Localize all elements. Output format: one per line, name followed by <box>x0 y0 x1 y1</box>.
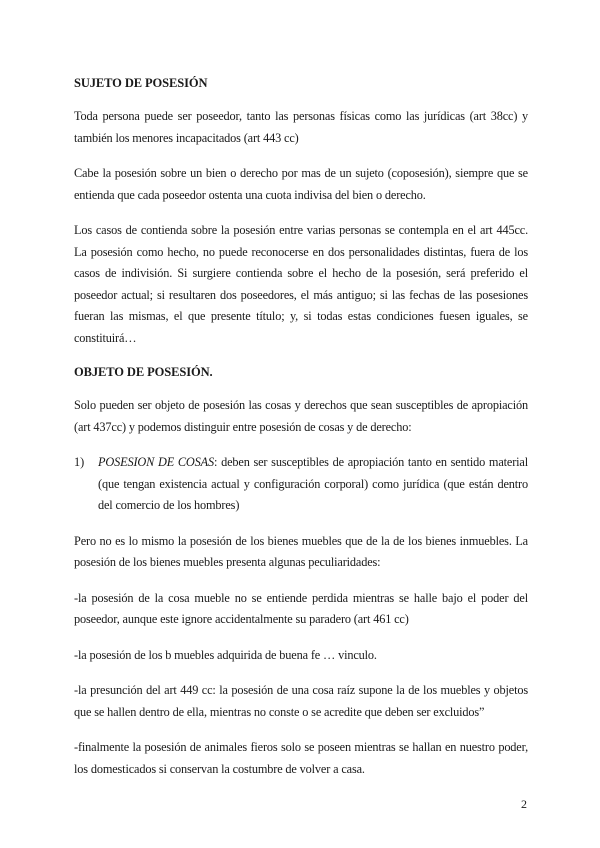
heading-sujeto-de-posesion: SUJETO DE POSESIÓN <box>74 76 208 90</box>
page-content <box>74 74 528 794</box>
paragraph-cosa-mueble: -la posesión de la cosa mueble no se entiende perdida mientras se halle bajo el poder del poseedor, aunque este ignore accidentalmente su paradero (art 461 cc) <box>74 590 528 626</box>
paragraph-bienes-muebles: Pero no es lo mismo la posesión de los bienes muebles que de la de los bienes inmuebles. La posesión de los bienes muebles presenta algunas peculiaridades: <box>74 533 528 569</box>
list-number: 1) <box>74 455 85 469</box>
page-number: 2 <box>521 797 527 811</box>
heading-objeto-de-posesion: OBJETO DE POSESIÓN. <box>74 365 213 379</box>
paragraph-solo-pueden: Solo pueden ser objeto de posesión las cosas y derechos que sean susceptibles de apropiación (art 437cc) y podemos distinguir entre posesión de cosas y de derecho: <box>74 398 528 434</box>
paragraph-toda-persona: Toda persona puede ser poseedor, tanto las personas físicas como las jurídicas (art 38cc) y también los menores incapacitados (art 443 cc) <box>74 109 528 145</box>
list-text: : deben ser susceptibles de apropiación tanto en sentido material (que tengan existencia actual y configuración corporal) como jurídica (que están dentro del comercio de los hombres) <box>98 455 528 512</box>
paragraph-presuncion: -la presunción del art 449 cc: la posesión de una cosa raíz supone la de los muebles y objetos que se hallen dentro de ella, mientras no conste o se acredite que deben ser excluidos” <box>74 683 528 719</box>
paragraph-coposesion: Cabe la posesión sobre un bien o derecho por mas de un sujeto (coposesión), siempre que se entienda que cada poseedor ostenta una cuota indivisa del bien o derecho. <box>74 166 528 202</box>
paragraph-animales-fieros: -finalmente la posesión de animales fieros solo se poseen mientras se hallan en nuestro poder, los domesticados si conservan la costumbre de volver a casa. <box>74 740 528 776</box>
list-body <box>98 452 528 517</box>
paragraph-casos-de-contienda: Los casos de contienda sobre la posesión entre varias personas se contempla en el art 445cc. La posesión como hecho, no puede reconocerse en dos personalidades distintas, fuera de los casos de indivisión. Si surgiere contienda sobre el hecho de la posesión, será preferido el poseedor actual; si resultaren dos poseedores, el más antiguo; si las fechas de las posesiones fueran las mismas, el que presente título; y, si todas estas condiciones fuesen iguales, se constituirá… <box>74 223 528 345</box>
paragraph-buena-fe: -la posesión de los b muebles adquirida de buena fe … vinculo. <box>74 647 377 662</box>
list-item-posesion-de-cosas <box>74 452 528 517</box>
list-title: POSESION DE COSAS <box>98 455 215 469</box>
